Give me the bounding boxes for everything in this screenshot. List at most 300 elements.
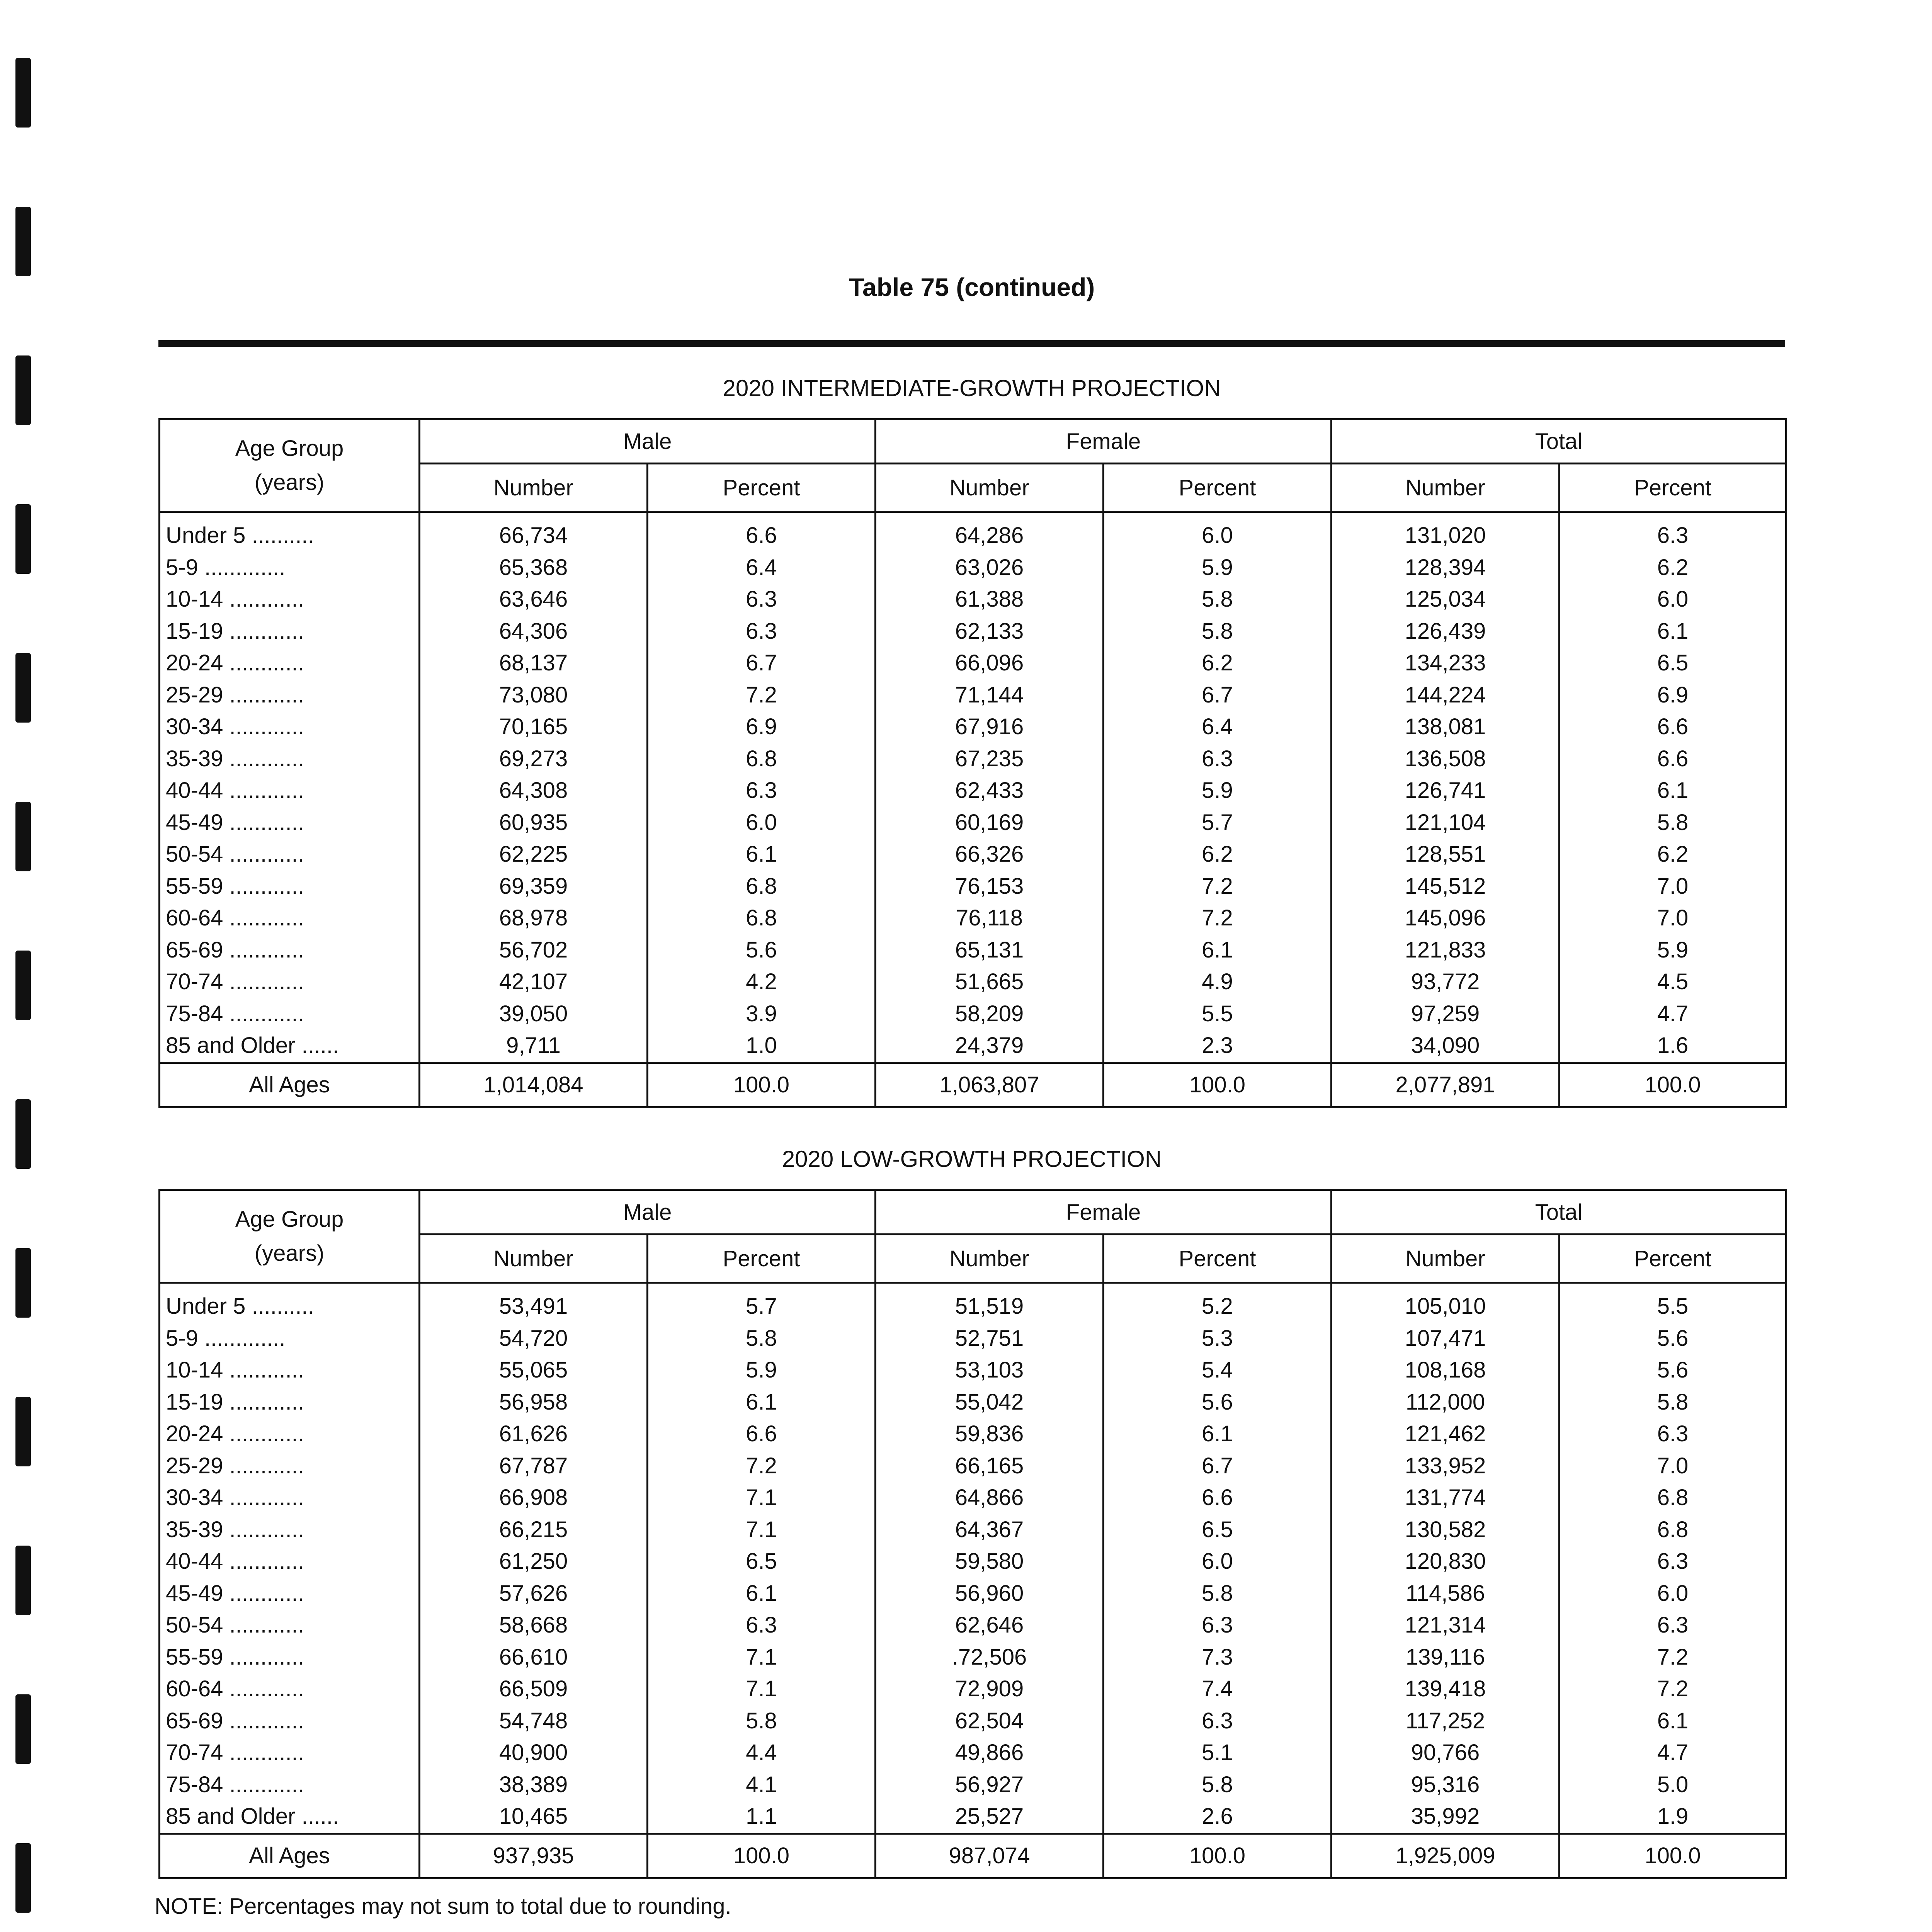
table-cell: 4.5: [1560, 966, 1786, 998]
male-number-header: Number: [420, 1235, 648, 1283]
table-row: [160, 616, 1786, 648]
table-cell: 5.8: [648, 1323, 876, 1355]
table-note: NOTE: Percentages may not sum to total due to rounding.: [155, 1894, 731, 1919]
age-group-cell: 45-49 ............: [160, 1578, 420, 1610]
table-cell: 49,866: [876, 1737, 1104, 1769]
table-cell: 61,626: [420, 1418, 648, 1450]
table-cell: 7.1: [648, 1641, 876, 1673]
table-cell: 121,104: [1332, 807, 1560, 839]
table-cell: 6.3: [648, 583, 876, 616]
table-cell: 62,133: [876, 616, 1104, 648]
table-cell: 6.2: [1104, 647, 1332, 679]
table-row: [160, 583, 1786, 616]
table-cell: 6.1: [648, 1386, 876, 1418]
table-cell: 51,519: [876, 1283, 1104, 1323]
table-cell: 120,830: [1332, 1546, 1560, 1578]
table-cell: 58,668: [420, 1609, 648, 1641]
table-cell: 58,209: [876, 998, 1104, 1030]
age-group-cell: 45-49 ............: [160, 807, 420, 839]
table-cell: 5.8: [1104, 1769, 1332, 1801]
table-cell: 107,471: [1332, 1323, 1560, 1355]
binder-hole: [15, 1843, 31, 1913]
table-cell: 112,000: [1332, 1386, 1560, 1418]
low-section-title: 2020 LOW-GROWTH PROJECTION: [782, 1146, 1162, 1172]
table-cell: 5.2: [1104, 1283, 1332, 1323]
male-percent-header: Percent: [648, 464, 876, 512]
table-cell: 64,308: [420, 775, 648, 807]
table-cell: 6.5: [1560, 647, 1786, 679]
table-cell: 59,836: [876, 1418, 1104, 1450]
table-cell: 6.9: [648, 711, 876, 743]
table-cell: 5.9: [648, 1354, 876, 1386]
table-cell: 5.9: [1104, 552, 1332, 584]
table-cell: 7.1: [648, 1514, 876, 1546]
table-cell: 6.3: [648, 775, 876, 807]
table-row: [160, 1354, 1786, 1386]
table-cell: 4.4: [648, 1737, 876, 1769]
table-cell: 55,042: [876, 1386, 1104, 1418]
binder-hole: [15, 1248, 31, 1318]
table-cell: 1.0: [648, 1030, 876, 1063]
age-group-cell: 50-54 ............: [160, 838, 420, 871]
table-row: [160, 1386, 1786, 1418]
table-cell: 7.0: [1560, 1450, 1786, 1482]
table-cell: 7.3: [1104, 1641, 1332, 1673]
table-cell: 67,787: [420, 1450, 648, 1482]
table-cell: 100.0: [648, 1063, 876, 1107]
table-row: [160, 679, 1786, 711]
table-cell: 69,359: [420, 871, 648, 903]
binder-hole: [15, 207, 31, 276]
table-cell: 6.6: [1560, 711, 1786, 743]
table-cell: 55,065: [420, 1354, 648, 1386]
table-cell: 6.7: [648, 647, 876, 679]
table-cell: 7.1: [648, 1673, 876, 1705]
age-group-cell: 60-64 ............: [160, 902, 420, 934]
binder-hole: [15, 1694, 31, 1764]
table-cell: 5.1: [1104, 1737, 1332, 1769]
total-percent-header: Percent: [1560, 1235, 1786, 1283]
table-cell: 38,389: [420, 1769, 648, 1801]
table-row: [160, 512, 1786, 552]
table-cell: 64,286: [876, 512, 1104, 552]
table-cell: 65,131: [876, 934, 1104, 966]
table-cell: 1,925,009: [1332, 1833, 1560, 1878]
age-group-cell: 25-29 ............: [160, 679, 420, 711]
table-cell: 6.3: [1560, 1418, 1786, 1450]
age-group-cell: 70-74 ............: [160, 966, 420, 998]
table-row: [160, 552, 1786, 584]
table-cell: 7.0: [1560, 871, 1786, 903]
table-cell: 42,107: [420, 966, 648, 998]
total-number-header: Number: [1332, 464, 1560, 512]
table-cell: 5.6: [1560, 1323, 1786, 1355]
age-group-cell: 50-54 ............: [160, 1609, 420, 1641]
table-cell: 5.9: [1560, 934, 1786, 966]
age-group-cell: 40-44 ............: [160, 1546, 420, 1578]
table-row: [160, 1705, 1786, 1737]
table-cell: 6.8: [1560, 1482, 1786, 1514]
table-cell: 51,665: [876, 966, 1104, 998]
binder-hole: [15, 504, 31, 574]
table-cell: 56,958: [420, 1386, 648, 1418]
binder-hole: [15, 951, 31, 1020]
table-cell: 4.9: [1104, 966, 1332, 998]
table-cell: 114,586: [1332, 1578, 1560, 1610]
table-row: [160, 807, 1786, 839]
table-cell: 133,952: [1332, 1450, 1560, 1482]
female-percent-header: Percent: [1104, 1235, 1332, 1283]
table-cell: 126,741: [1332, 775, 1560, 807]
table-cell: 7.2: [648, 679, 876, 711]
table-cell: 62,433: [876, 775, 1104, 807]
table-cell: 6.5: [648, 1546, 876, 1578]
table-cell: 6.6: [648, 512, 876, 552]
age-group-header: Age Group (years): [160, 1190, 420, 1283]
table-cell: 1.1: [648, 1801, 876, 1833]
table-row: [160, 775, 1786, 807]
table-cell: 138,081: [1332, 711, 1560, 743]
table-row: [160, 711, 1786, 743]
table-cell: 4.2: [648, 966, 876, 998]
female-header: Female: [876, 419, 1332, 464]
table-cell: 5.5: [1560, 1283, 1786, 1323]
female-header: Female: [876, 1190, 1332, 1235]
age-group-cell: 55-59 ............: [160, 871, 420, 903]
table-cell: 6.3: [1560, 1609, 1786, 1641]
table-cell: 65,368: [420, 552, 648, 584]
table-cell: 6.0: [648, 807, 876, 839]
table-cell: 76,118: [876, 902, 1104, 934]
table-row: [160, 1769, 1786, 1801]
table-cell: 6.5: [1104, 1514, 1332, 1546]
table-cell: 6.6: [648, 1418, 876, 1450]
table-cell: 144,224: [1332, 679, 1560, 711]
table-cell: 121,462: [1332, 1418, 1560, 1450]
age-group-cell: 55-59 ............: [160, 1641, 420, 1673]
table-row: [160, 1609, 1786, 1641]
table-cell: 100.0: [1104, 1063, 1332, 1107]
table-cell: 7.4: [1104, 1673, 1332, 1705]
table-cell: 4.1: [648, 1769, 876, 1801]
table-cell: 5.8: [1104, 616, 1332, 648]
table-cell: 66,215: [420, 1514, 648, 1546]
table-cell: 145,512: [1332, 871, 1560, 903]
table-cell: 6.3: [1104, 743, 1332, 775]
table-cell: 52,751: [876, 1323, 1104, 1355]
table-row: [160, 1030, 1786, 1063]
table-cell: 1,014,084: [420, 1063, 648, 1107]
table-cell: 24,379: [876, 1030, 1104, 1063]
age-group-cell: 60-64 ............: [160, 1673, 420, 1705]
age-group-cell: 20-24 ............: [160, 1418, 420, 1450]
table-cell: 34,090: [1332, 1030, 1560, 1063]
table-cell: 6.2: [1104, 838, 1332, 871]
table-cell: 7.1: [648, 1482, 876, 1514]
table-cell: 121,833: [1332, 934, 1560, 966]
table-cell: 60,169: [876, 807, 1104, 839]
table-cell: 6.3: [1104, 1705, 1332, 1737]
table-cell: 56,927: [876, 1769, 1104, 1801]
age-group-cell: 65-69 ............: [160, 1705, 420, 1737]
table-cell: 61,250: [420, 1546, 648, 1578]
table-cell: 39,050: [420, 998, 648, 1030]
table-cell: 9,711: [420, 1030, 648, 1063]
age-group-cell: 15-19 ............: [160, 616, 420, 648]
intermediate-rows: [160, 512, 1786, 1063]
table-cell: 6.8: [648, 871, 876, 903]
table-row: [160, 1673, 1786, 1705]
table-cell: 6.1: [648, 1578, 876, 1610]
male-header: Male: [420, 1190, 876, 1235]
table-cell: 4.7: [1560, 1737, 1786, 1769]
table-cell: 6.0: [1104, 512, 1332, 552]
table-cell: 139,418: [1332, 1673, 1560, 1705]
table-cell: 1,063,807: [876, 1063, 1104, 1107]
table-cell: 93,772: [1332, 966, 1560, 998]
age-group-cell: 35-39 ............: [160, 743, 420, 775]
age-group-cell: 20-24 ............: [160, 647, 420, 679]
age-group-cell: 5-9 .............: [160, 552, 420, 584]
intermediate-total-row: [160, 1063, 1786, 1107]
table-row: [160, 1323, 1786, 1355]
table-row: [160, 1450, 1786, 1482]
table-cell: 6.3: [648, 616, 876, 648]
table-row: [160, 1546, 1786, 1578]
table-cell: 7.2: [648, 1450, 876, 1482]
age-group-cell: 70-74 ............: [160, 1737, 420, 1769]
table-cell: 5.4: [1104, 1354, 1332, 1386]
table-cell: 60,935: [420, 807, 648, 839]
table-cell: 6.2: [1560, 838, 1786, 871]
table-cell: 66,908: [420, 1482, 648, 1514]
age-group-cell: 30-34 ............: [160, 1482, 420, 1514]
table-cell: 6.6: [1104, 1482, 1332, 1514]
table-cell: 1.9: [1560, 1801, 1786, 1833]
table-cell: All Ages: [160, 1833, 420, 1878]
table-row: [160, 1418, 1786, 1450]
female-percent-header: Percent: [1104, 464, 1332, 512]
table-row: [160, 743, 1786, 775]
table-row: [160, 1578, 1786, 1610]
table-cell: 145,096: [1332, 902, 1560, 934]
table-cell: 6.1: [1104, 1418, 1332, 1450]
table-cell: 5.7: [1104, 807, 1332, 839]
table-cell: 76,153: [876, 871, 1104, 903]
table-cell: 6.4: [1104, 711, 1332, 743]
binder-hole: [15, 653, 31, 723]
table-cell: 66,610: [420, 1641, 648, 1673]
table-cell: 128,551: [1332, 838, 1560, 871]
binder-hole: [15, 58, 31, 128]
age-group-cell: 75-84 ............: [160, 1769, 420, 1801]
table-cell: 5.8: [648, 1705, 876, 1737]
total-percent-header: Percent: [1560, 464, 1786, 512]
table-cell: 987,074: [876, 1833, 1104, 1878]
age-group-cell: 35-39 ............: [160, 1514, 420, 1546]
table-cell: 54,720: [420, 1323, 648, 1355]
table-cell: 62,646: [876, 1609, 1104, 1641]
table-row: [160, 1482, 1786, 1514]
table-cell: 6.1: [1560, 1705, 1786, 1737]
table-cell: 5.3: [1104, 1323, 1332, 1355]
table-cell: 100.0: [1104, 1833, 1332, 1878]
table-cell: 66,165: [876, 1450, 1104, 1482]
table-cell: 97,259: [1332, 998, 1560, 1030]
table-cell: 67,235: [876, 743, 1104, 775]
table-cell: 108,168: [1332, 1354, 1560, 1386]
table-cell: 62,225: [420, 838, 648, 871]
table-cell: 66,509: [420, 1673, 648, 1705]
age-group-cell: 40-44 ............: [160, 775, 420, 807]
age-group-cell: Under 5 ..........: [160, 512, 420, 552]
table-cell: 100.0: [1560, 1833, 1786, 1878]
table-cell: 57,626: [420, 1578, 648, 1610]
table-cell: 53,491: [420, 1283, 648, 1323]
table-cell: 63,026: [876, 552, 1104, 584]
table-cell: 72,909: [876, 1673, 1104, 1705]
table-cell: 6.7: [1104, 679, 1332, 711]
binder-hole: [15, 1099, 31, 1169]
table-cell: 66,734: [420, 512, 648, 552]
table-cell: 937,935: [420, 1833, 648, 1878]
age-group-cell: 25-29 ............: [160, 1450, 420, 1482]
table-cell: 6.0: [1104, 1546, 1332, 1578]
age-group-cell: 15-19 ............: [160, 1386, 420, 1418]
table-cell: 73,080: [420, 679, 648, 711]
table-cell: 54,748: [420, 1705, 648, 1737]
table-cell: 121,314: [1332, 1609, 1560, 1641]
table-cell: All Ages: [160, 1063, 420, 1107]
table-cell: 6.3: [1560, 512, 1786, 552]
table-cell: 125,034: [1332, 583, 1560, 616]
age-group-cell: Under 5 ..........: [160, 1283, 420, 1323]
table-cell: 56,702: [420, 934, 648, 966]
table-cell: 64,306: [420, 616, 648, 648]
table-cell: 6.1: [1104, 934, 1332, 966]
table-row: [160, 1514, 1786, 1546]
table-cell: 126,439: [1332, 616, 1560, 648]
table-cell: 134,233: [1332, 647, 1560, 679]
table-cell: 4.7: [1560, 998, 1786, 1030]
binder-hole: [15, 802, 31, 871]
table-cell: 35,992: [1332, 1801, 1560, 1833]
table-cell: 6.6: [1560, 743, 1786, 775]
table-row: [160, 998, 1786, 1030]
table-row: [160, 934, 1786, 966]
table-row: [160, 902, 1786, 934]
binder-hole: [15, 1397, 31, 1466]
table-cell: 130,582: [1332, 1514, 1560, 1546]
table-cell: 5.6: [1104, 1386, 1332, 1418]
table-cell: 69,273: [420, 743, 648, 775]
table-cell: 64,367: [876, 1514, 1104, 1546]
age-group-cell: 10-14 ............: [160, 1354, 420, 1386]
female-number-header: Number: [876, 464, 1104, 512]
table-cell: 2.3: [1104, 1030, 1332, 1063]
male-header: Male: [420, 419, 876, 464]
table-cell: 10,465: [420, 1801, 648, 1833]
total-header: Total: [1332, 1190, 1786, 1235]
table-cell: 6.0: [1560, 583, 1786, 616]
table-row: [160, 966, 1786, 998]
table-row: [160, 838, 1786, 871]
table-cell: 5.8: [1560, 1386, 1786, 1418]
table-cell: 6.4: [648, 552, 876, 584]
table-row: [160, 1283, 1786, 1323]
table-cell: 6.1: [648, 838, 876, 871]
table-cell: 5.7: [648, 1283, 876, 1323]
table-cell: 7.2: [1560, 1673, 1786, 1705]
table-cell: 5.5: [1104, 998, 1332, 1030]
table-cell: 67,916: [876, 711, 1104, 743]
table-cell: 139,116: [1332, 1641, 1560, 1673]
table-cell: 2.6: [1104, 1801, 1332, 1833]
table-cell: .72,506: [876, 1641, 1104, 1673]
table-cell: 68,978: [420, 902, 648, 934]
table-cell: 100.0: [648, 1833, 876, 1878]
table-row: [160, 1801, 1786, 1833]
title-rule: [158, 340, 1785, 347]
age-group-header: Age Group (years): [160, 419, 420, 512]
table-cell: 6.8: [1560, 1514, 1786, 1546]
table-cell: 61,388: [876, 583, 1104, 616]
table-cell: 71,144: [876, 679, 1104, 711]
table-cell: 6.9: [1560, 679, 1786, 711]
table-row: [160, 647, 1786, 679]
low-total-row: [160, 1833, 1786, 1878]
table-cell: 6.0: [1560, 1578, 1786, 1610]
table-row: [160, 1737, 1786, 1769]
age-group-cell: 75-84 ............: [160, 998, 420, 1030]
age-group-cell: 85 and Older ......: [160, 1801, 420, 1833]
table-cell: 5.8: [1104, 1578, 1332, 1610]
table-cell: 5.6: [648, 934, 876, 966]
table-cell: 7.2: [1104, 871, 1332, 903]
binder-hole: [15, 1546, 31, 1615]
table-cell: 5.6: [1560, 1354, 1786, 1386]
table-cell: 53,103: [876, 1354, 1104, 1386]
total-header: Total: [1332, 419, 1786, 464]
table-cell: 1.6: [1560, 1030, 1786, 1063]
table-cell: 7.0: [1560, 902, 1786, 934]
low-rows: [160, 1283, 1786, 1834]
table-row: [160, 871, 1786, 903]
table-cell: 6.3: [1560, 1546, 1786, 1578]
table-cell: 6.1: [1560, 775, 1786, 807]
table-cell: 3.9: [648, 998, 876, 1030]
intermediate-table: [158, 418, 1787, 1108]
table-cell: 6.2: [1560, 552, 1786, 584]
table-cell: 136,508: [1332, 743, 1560, 775]
table-cell: 70,165: [420, 711, 648, 743]
male-number-header: Number: [420, 464, 648, 512]
table-cell: 90,766: [1332, 1737, 1560, 1769]
table-cell: 6.1: [1560, 616, 1786, 648]
table-cell: 62,504: [876, 1705, 1104, 1737]
table-cell: 105,010: [1332, 1283, 1560, 1323]
age-group-cell: 5-9 .............: [160, 1323, 420, 1355]
table-cell: 6.7: [1104, 1450, 1332, 1482]
table-cell: 7.2: [1560, 1641, 1786, 1673]
table-cell: 5.8: [1560, 807, 1786, 839]
table-cell: 5.8: [1104, 583, 1332, 616]
table-cell: 66,326: [876, 838, 1104, 871]
table-cell: 25,527: [876, 1801, 1104, 1833]
table-cell: 128,394: [1332, 552, 1560, 584]
table-cell: 64,866: [876, 1482, 1104, 1514]
table-cell: 131,774: [1332, 1482, 1560, 1514]
